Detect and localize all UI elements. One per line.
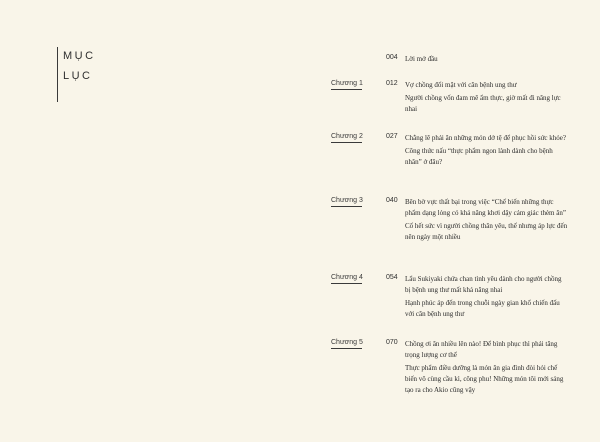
chapter-label: Chương 4 <box>331 274 362 284</box>
entry-text <box>405 80 568 117</box>
entry-text <box>405 339 568 398</box>
page-number: 027 <box>386 133 398 140</box>
entry-text <box>405 133 568 170</box>
entry-line: Chồng ơi ăn nhiều lên nào! Để bình phục thì phải tăng trọng lượng cơ thể <box>405 340 558 359</box>
entry-text <box>405 197 568 245</box>
page-number: 004 <box>386 54 398 61</box>
page-number: 054 <box>386 274 398 281</box>
entry-line: Lẩu Sukiyaki chứa chan tình yêu dành cho người chồng bị bệnh ung thư mất khả năng nhai <box>405 275 562 294</box>
page-number: 070 <box>386 339 398 346</box>
entry-line: Người chồng vốn đam mê ẩm thực, giờ mất đi năng lực nhai <box>405 94 561 113</box>
entry-line: Hạnh phúc áp đến trong chuỗi ngày gian khổ chiến đấu với căn bệnh ung thư <box>405 299 560 318</box>
entry-text <box>405 54 568 67</box>
entry-line: Lời mở đầu <box>405 55 438 63</box>
entry-text <box>405 274 568 322</box>
entry-line: Cố hết sức vì người chồng thân yêu, thế nhưng áp lực đến nên ngày một nhiều <box>405 222 568 241</box>
chapter-label: Chương 3 <box>331 197 362 207</box>
page-number: 012 <box>386 80 398 87</box>
entry-line: Vợ chồng đối mặt với căn bệnh ung thư <box>405 81 517 89</box>
page-number: 040 <box>386 197 398 204</box>
entry-line: Chẳng lẽ phải ăn những món dở tệ để phục hồi sức khỏe? <box>405 134 566 142</box>
entry-line: Công thức nấu “thực phẩm ngon lành dành cho bệnh nhân” ở đâu? <box>405 147 553 166</box>
title-rule <box>57 47 58 102</box>
toc-title-line-1: MỤC <box>63 50 96 62</box>
toc-title-line-2: LỤC <box>63 70 93 82</box>
entry-line: Bên bờ vực thất bại trong việc “Chế biến những thực phẩm dạng lỏng có khả năng khơi dậy cảm giác thèm ăn” <box>405 198 566 217</box>
chapter-label: Chương 1 <box>331 80 362 90</box>
chapter-label: Chương 5 <box>331 339 362 349</box>
entry-line: Thực phẩm điều dưỡng là món ăn gia đình đòi hỏi chế biến vô cùng cầu kì, công phu! Những món tôi mới sáng tạo ra cho Akio cũng vậy <box>405 364 564 394</box>
chapter-label: Chương 2 <box>331 133 362 143</box>
